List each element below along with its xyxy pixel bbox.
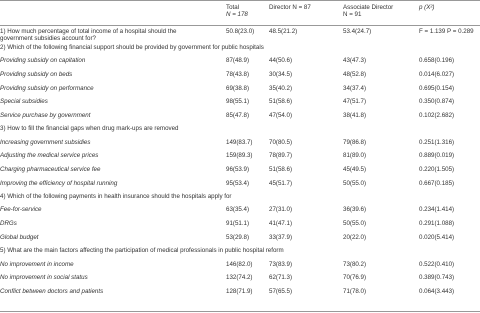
row-label: Increasing government subsidies bbox=[0, 139, 91, 146]
cell-associate: 79(86.8) bbox=[343, 139, 367, 146]
cell-director: 47(54.0) bbox=[269, 112, 293, 119]
cell-p: 0.220(1.505) bbox=[419, 166, 455, 173]
cell-p: 0.350(0.874) bbox=[419, 98, 455, 105]
row-label: Charging pharmaceutical service fee bbox=[0, 166, 101, 173]
cell-p: 0.251(1.316) bbox=[419, 139, 455, 146]
cell-total: 85(47.8) bbox=[226, 112, 250, 119]
cell-p: 0.020(5.414) bbox=[419, 234, 455, 241]
row-label: Special subsidies bbox=[0, 98, 48, 105]
cell-associate: 73(80.2) bbox=[343, 261, 367, 268]
cell-p: 0.658(0.196) bbox=[419, 57, 455, 64]
cell-associate: 70(76.9) bbox=[343, 274, 367, 281]
cell-total: 96(53.9) bbox=[226, 166, 250, 173]
cell-associate: 43(47.3) bbox=[343, 57, 367, 64]
section-heading: 5) What are the main factors affecting the participation of medical professionals in public hospital reform bbox=[0, 247, 284, 254]
table-top-rule bbox=[0, 0, 480, 1]
cell-total: 128(71.9) bbox=[226, 288, 253, 295]
cell-associate: 81(89.0) bbox=[343, 152, 367, 159]
cell-total: 78(43.8) bbox=[226, 71, 250, 78]
section-heading: 4) Which of the following payments in health insurance should the hospitals apply for bbox=[0, 193, 232, 200]
cell-director: 48.5(21.2) bbox=[269, 28, 298, 35]
cell-p: 0.667(0.185) bbox=[419, 180, 455, 187]
row-label: Global budget bbox=[0, 234, 39, 241]
cell-total: 53(29.8) bbox=[226, 234, 250, 241]
cell-total: 98(55.1) bbox=[226, 98, 250, 105]
cell-total: 91(51.1) bbox=[226, 220, 250, 227]
cell-associate: 50(55.0) bbox=[343, 180, 367, 187]
row-label: Adjusting the medical service prices bbox=[0, 152, 99, 159]
cell-associate: 34(37.4) bbox=[343, 85, 367, 92]
cell-p: 0.889(0.019) bbox=[419, 152, 455, 159]
cell-director: 51(58.6) bbox=[269, 98, 293, 105]
cell-associate: 20(22.0) bbox=[343, 234, 367, 241]
cell-associate: 45(49.5) bbox=[343, 166, 367, 173]
section-heading: 3) How to fill the financial gaps when drug mark-ups are removed bbox=[0, 125, 179, 132]
cell-total: 159(89.3) bbox=[226, 152, 253, 159]
header-associate bbox=[343, 4, 393, 18]
table-bottom-rule bbox=[0, 311, 480, 312]
header-associate-line1: Associate Director bbox=[343, 4, 394, 11]
cell-associate: 38(41.8) bbox=[343, 112, 367, 119]
cell-associate: 47(51.7) bbox=[343, 98, 367, 105]
cell-p: 0.064(3.443) bbox=[419, 288, 455, 295]
row-label: Improving the efficiency of hospital running bbox=[0, 180, 118, 187]
row-label: Providing subsidy on capitation bbox=[0, 57, 86, 64]
cell-director: 78(89.7) bbox=[269, 152, 293, 159]
header-total bbox=[226, 4, 248, 18]
cell-associate: 71(78.0) bbox=[343, 288, 367, 295]
cell-associate: 48(52.8) bbox=[343, 71, 367, 78]
cell-director: 51(58.6) bbox=[269, 166, 293, 173]
row-label: Fee-for-service bbox=[0, 206, 42, 213]
cell-total: 69(38.8) bbox=[226, 85, 250, 92]
cell-director: 33(37.9) bbox=[269, 234, 293, 241]
cell-total: 50.8(23.0) bbox=[226, 28, 255, 35]
cell-associate: 36(39.6) bbox=[343, 206, 367, 213]
cell-p: 0.522(0.410) bbox=[419, 261, 455, 268]
cell-associate: 50(55.0) bbox=[343, 220, 367, 227]
row-label: Providing subsidy on performance bbox=[0, 85, 94, 92]
cell-p: 0.695(0.154) bbox=[419, 85, 455, 92]
row-label: 1) How much percentage of total income of a hospital should the government subsidies account for? bbox=[0, 28, 177, 43]
cell-director: 44(50.6) bbox=[269, 57, 293, 64]
header-total-line1: Total bbox=[226, 4, 240, 11]
cell-total: 95(53.4) bbox=[226, 180, 250, 187]
row-label: Service purchase by government bbox=[0, 112, 91, 119]
header-p: p (X²) bbox=[419, 4, 435, 11]
header-director: Director N = 87 bbox=[269, 4, 311, 11]
cell-director: 57(65.5) bbox=[269, 288, 293, 295]
cell-p: 0.234(1.414) bbox=[419, 206, 455, 213]
row-label: Conflict between doctors and patients bbox=[0, 288, 104, 295]
cell-total: 132(74.2) bbox=[226, 274, 253, 281]
cell-p: 0.389(0.743) bbox=[419, 274, 455, 281]
cell-director: 73(83.9) bbox=[269, 261, 293, 268]
cell-director: 35(40.2) bbox=[269, 85, 293, 92]
cell-director: 27(31.0) bbox=[269, 206, 293, 213]
header-associate-line2: N = 91 bbox=[343, 11, 362, 19]
cell-director: 41(47.1) bbox=[269, 220, 293, 227]
cell-director: 70(80.5) bbox=[269, 139, 293, 146]
cell-total: 146(82.0) bbox=[226, 261, 253, 268]
table-header-rule bbox=[0, 25, 480, 26]
row-label: DRGs bbox=[0, 220, 17, 227]
row-label: No improvement in income bbox=[0, 261, 74, 268]
header-total-line2: N = 178 bbox=[226, 11, 248, 19]
row-label: No improvement in social status bbox=[0, 274, 88, 281]
cell-total: 149(83.7) bbox=[226, 139, 253, 146]
cell-p: 0.102(2.682) bbox=[419, 112, 455, 119]
cell-director: 30(34.5) bbox=[269, 71, 293, 78]
cell-p: 0.014(6.027) bbox=[419, 71, 455, 78]
cell-director: 62(71.3) bbox=[269, 274, 293, 281]
row-label: Providing subsidy on beds bbox=[0, 71, 73, 78]
cell-director: 45(51.7) bbox=[269, 180, 293, 187]
cell-associate: 53.4(24.7) bbox=[343, 28, 372, 35]
section-heading: 2) Which of the following financial support should be provided by government for public hospitals bbox=[0, 44, 264, 51]
cell-total: 63(35.4) bbox=[226, 206, 250, 213]
cell-p: 0.291(1.088) bbox=[419, 220, 455, 227]
cell-p: F = 1.139 P = 0.289 bbox=[419, 28, 474, 35]
cell-total: 87(48.9) bbox=[226, 57, 250, 64]
